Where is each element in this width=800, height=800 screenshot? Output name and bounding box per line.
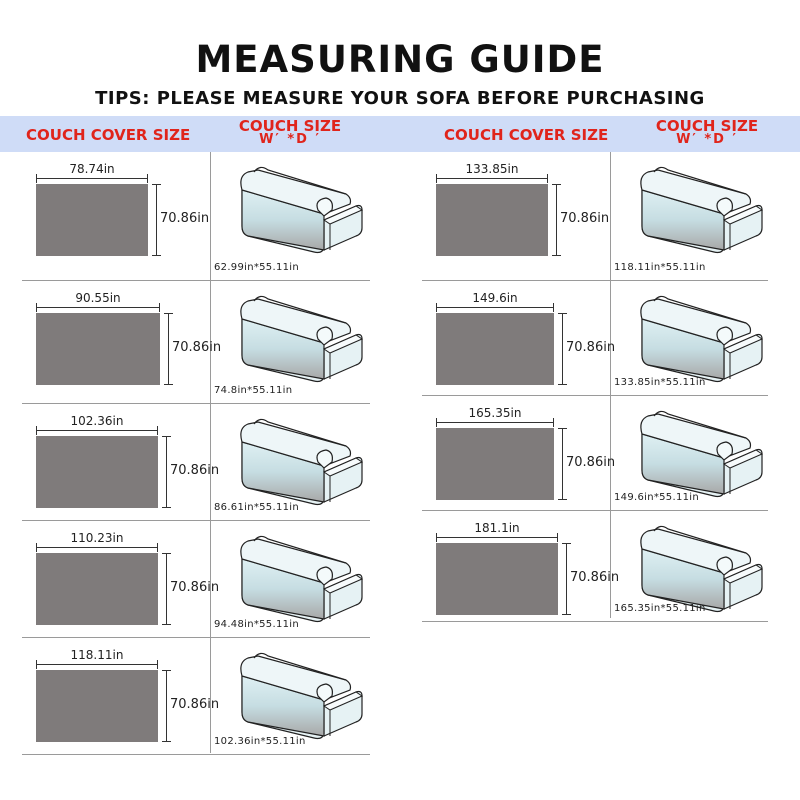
couch-size-label: 94.48in*55.11in — [214, 619, 299, 630]
height-dimension-line — [156, 184, 157, 256]
cover-width-label: 110.23in — [70, 531, 124, 545]
cover-height-label: 70.86in — [160, 211, 210, 226]
size-row — [22, 152, 370, 281]
cover-height-label: 70.86in — [172, 340, 222, 355]
width-dimension-line — [36, 178, 148, 179]
header-couch-size-right — [647, 119, 767, 147]
cover-width-label: 78.74in — [69, 162, 115, 176]
couch-cover-swatch — [36, 313, 160, 385]
cover-width-label: 90.55in — [75, 291, 121, 305]
couch-cover-swatch — [36, 553, 158, 625]
height-dimension-line — [166, 553, 167, 625]
cover-height-label: 70.86in — [566, 340, 616, 355]
couch-cover-swatch — [436, 543, 558, 615]
couch-cover-swatch — [436, 184, 548, 256]
cover-width-label: 102.36in — [70, 414, 124, 428]
cover-width-label: 118.11in — [70, 648, 124, 662]
header-couch-size-left — [230, 119, 350, 147]
width-dimension-line — [436, 537, 558, 538]
page-title: MEASURING GUIDE — [195, 38, 605, 81]
size-row — [422, 281, 768, 396]
sofa-icon — [234, 416, 364, 510]
couch-size-label: 86.61in*55.11in — [214, 502, 299, 513]
sofa-icon — [634, 293, 764, 387]
couch-cover-swatch — [36, 670, 158, 742]
height-dimension-line — [566, 543, 567, 615]
cover-height-label: 70.86in — [570, 570, 620, 585]
height-dimension-line — [168, 313, 169, 385]
header-couch-size-left-title: COUCH SIZE — [238, 117, 342, 135]
couch-size-label: 133.85in*55.11in — [614, 377, 706, 388]
width-dimension-line — [36, 547, 158, 548]
height-dimension-line — [562, 428, 563, 500]
cover-height-label: 70.86in — [170, 580, 220, 595]
left-size-column — [22, 152, 370, 755]
cover-height-label: 70.86in — [566, 455, 616, 470]
cover-height-label: 70.86in — [560, 211, 610, 226]
size-row — [22, 521, 370, 638]
width-dimension-line — [436, 307, 554, 308]
height-dimension-line — [166, 436, 167, 508]
size-row — [422, 511, 768, 622]
couch-size-label: 165.35in*55.11in — [614, 603, 706, 614]
cover-height-label: 70.86in — [170, 463, 220, 478]
cover-width-label: 149.6in — [472, 291, 518, 305]
sofa-icon — [234, 164, 364, 258]
size-row — [422, 396, 768, 511]
width-dimension-line — [36, 430, 158, 431]
height-dimension-line — [556, 184, 557, 256]
couch-size-label: 74.8in*55.11in — [214, 385, 293, 396]
cover-width-label: 133.85in — [465, 162, 519, 176]
height-dimension-line — [562, 313, 563, 385]
header-couch-size-right-title: COUCH SIZE — [655, 117, 759, 135]
size-row — [22, 404, 370, 521]
header-cover-size-right: COUCH COVER SIZE — [444, 126, 609, 144]
couch-size-label: 149.6in*55.11in — [614, 492, 699, 503]
sofa-icon — [634, 408, 764, 502]
couch-cover-swatch — [36, 436, 158, 508]
couch-cover-swatch — [36, 184, 148, 256]
couch-size-label: 102.36in*55.11in — [214, 736, 306, 747]
page-subtitle: TIPS: PLEASE MEASURE YOUR SOFA BEFORE PURCHASING — [95, 88, 705, 109]
header-couch-size-right-sub: W′ *D ′ — [676, 132, 738, 147]
sofa-icon — [234, 293, 364, 387]
couch-size-label: 118.11in*55.11in — [614, 262, 706, 273]
size-row — [422, 152, 768, 281]
sofa-icon — [634, 164, 764, 258]
couch-size-label: 62.99in*55.11in — [214, 262, 299, 273]
cover-height-label: 70.86in — [170, 697, 220, 712]
cover-width-label: 165.35in — [468, 406, 522, 420]
width-dimension-line — [436, 422, 554, 423]
header-cover-size-left: COUCH COVER SIZE — [26, 126, 191, 144]
size-row — [22, 638, 370, 755]
couch-cover-swatch — [436, 313, 554, 385]
header-couch-size-left-sub: W′ *D ′ — [259, 132, 321, 147]
sofa-icon — [234, 650, 364, 744]
width-dimension-line — [36, 307, 160, 308]
width-dimension-line — [436, 178, 548, 179]
sofa-icon — [234, 533, 364, 627]
size-row — [22, 281, 370, 404]
height-dimension-line — [166, 670, 167, 742]
width-dimension-line — [36, 664, 158, 665]
right-size-column — [422, 152, 768, 622]
couch-cover-swatch — [436, 428, 554, 500]
cover-width-label: 181.1in — [474, 521, 520, 535]
